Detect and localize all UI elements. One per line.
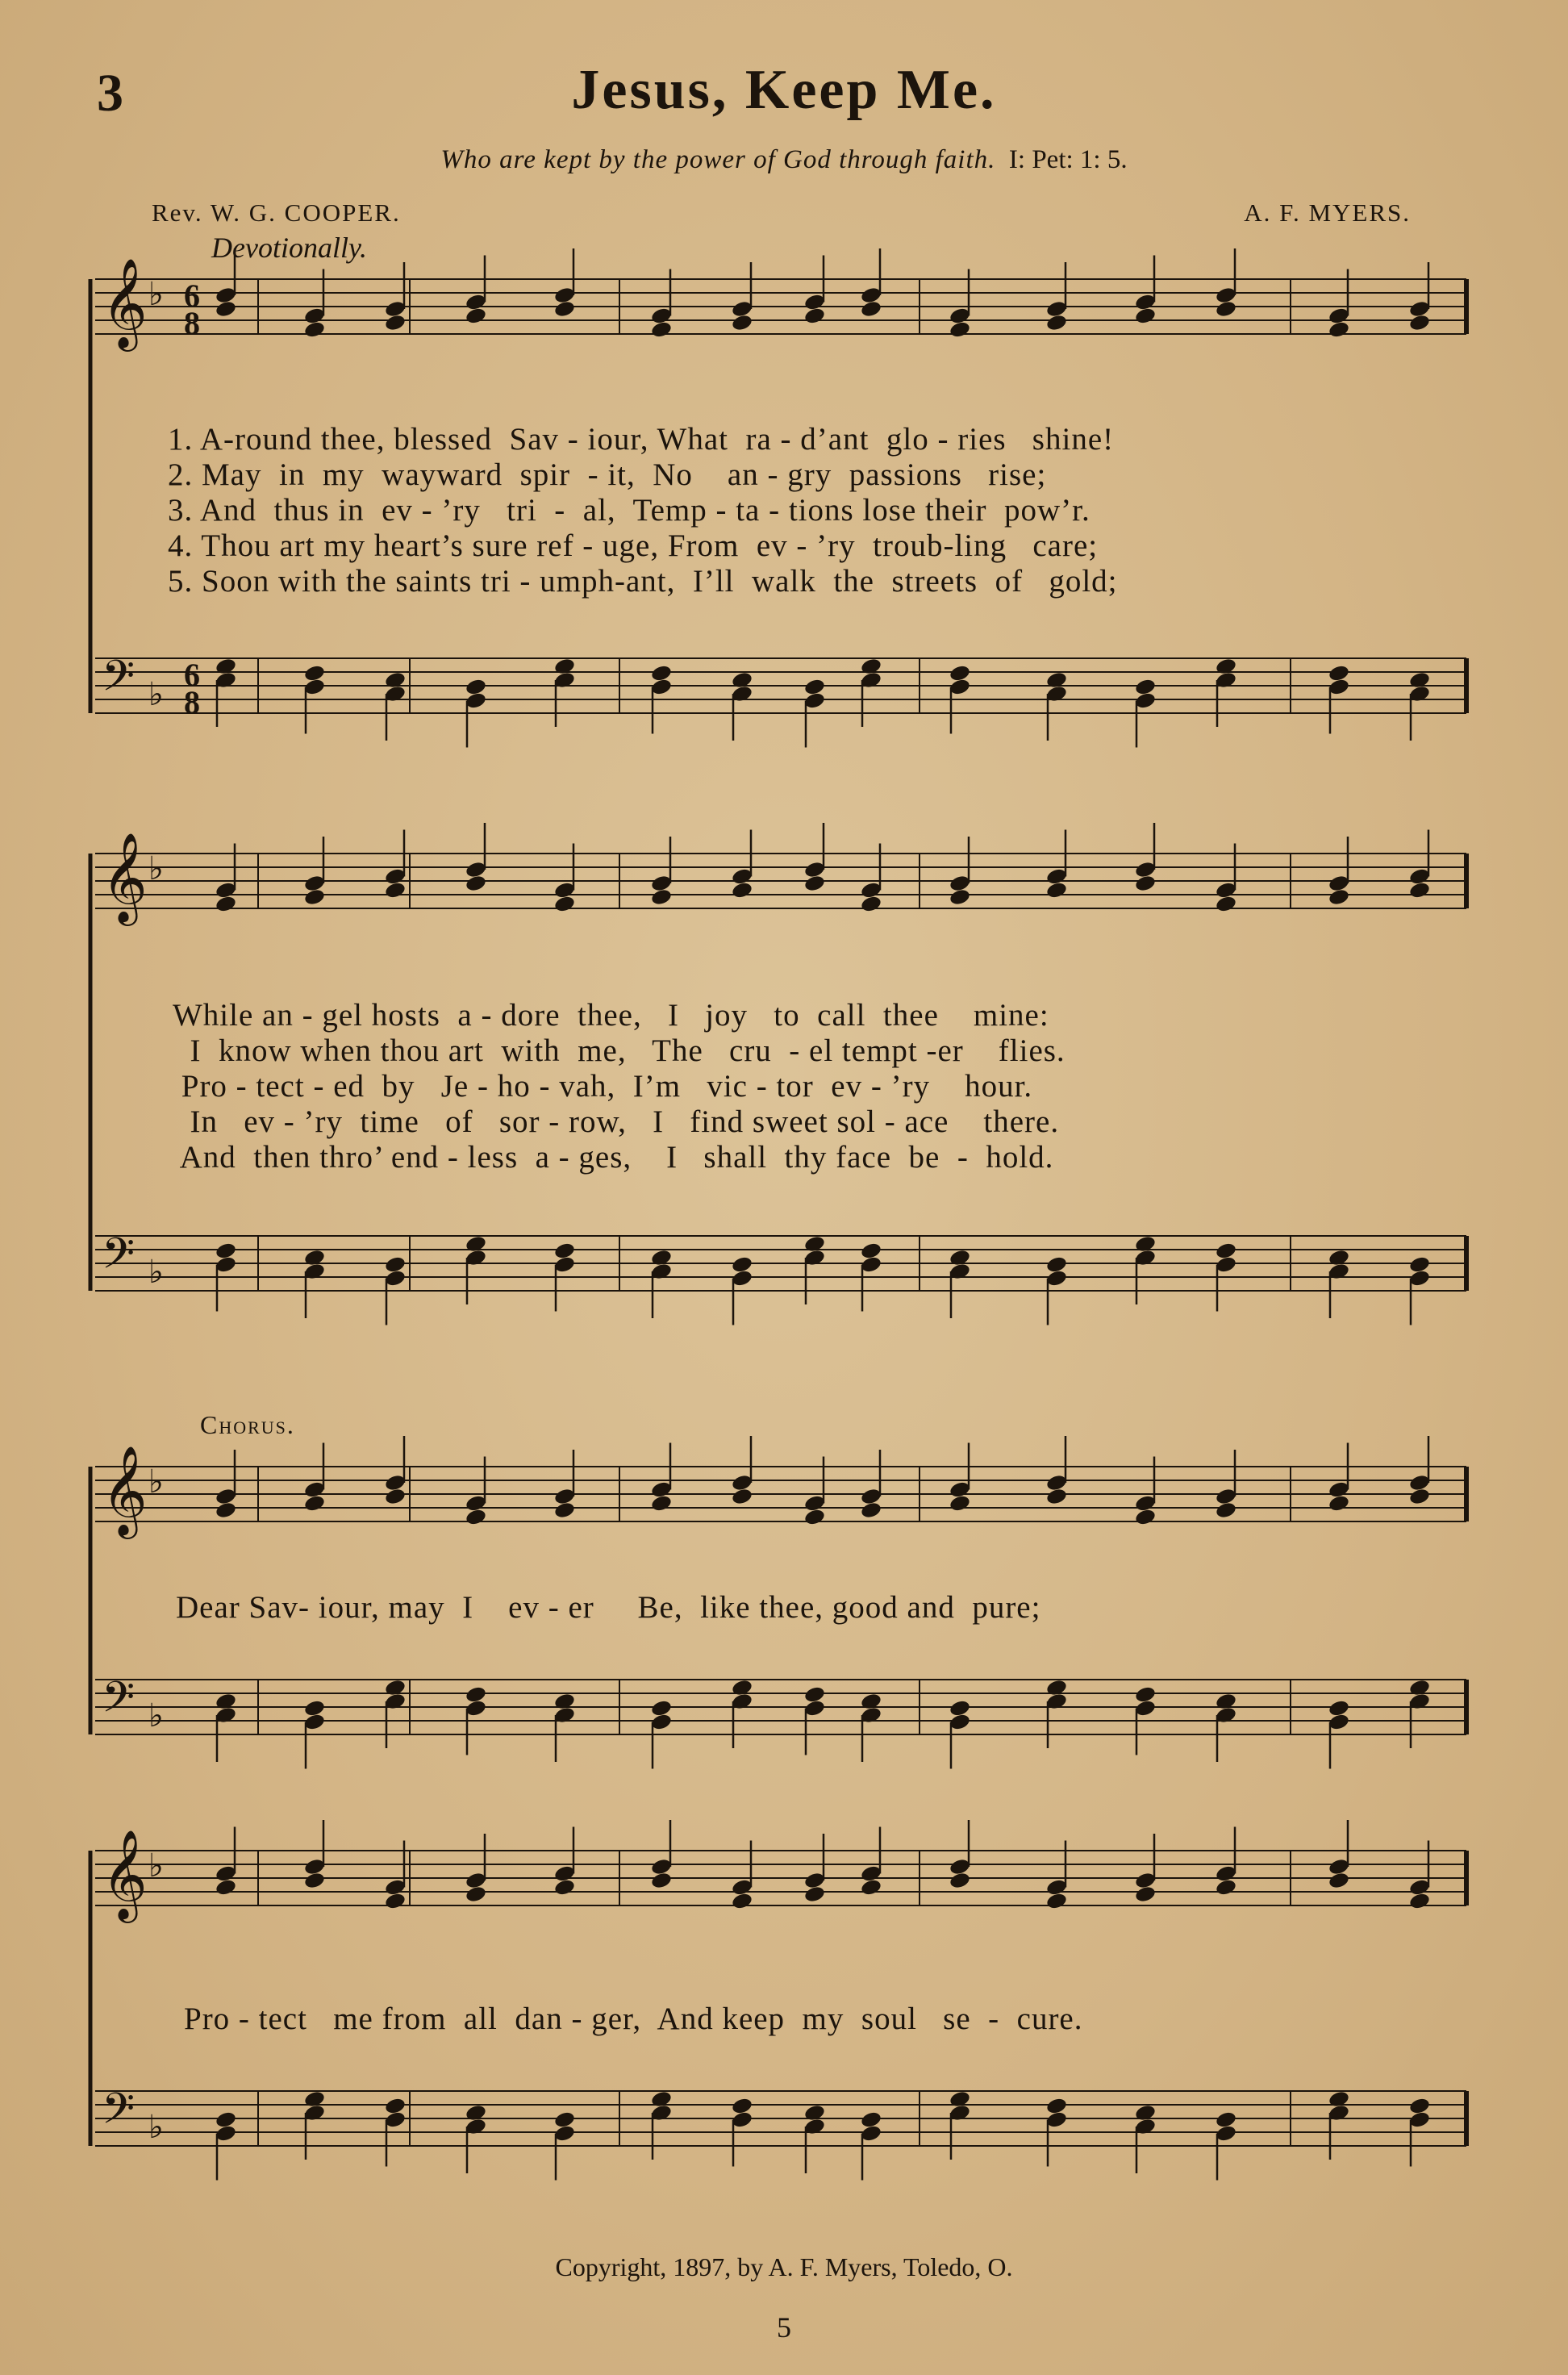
note-head — [1408, 1892, 1431, 1910]
note-head — [1045, 2097, 1068, 2115]
note-head — [553, 1242, 576, 1260]
note-head — [465, 1234, 487, 1253]
note-head — [650, 320, 673, 339]
note-head — [949, 2089, 971, 2108]
note-head — [1215, 1878, 1237, 1897]
verse-line-4b: In ev - ’ry time of sor - row, I find sweet sol - ace there. — [173, 1104, 1060, 1139]
note-head — [553, 1692, 576, 1710]
flat-icon: ♭ — [148, 1697, 164, 1734]
flat-icon: ♭ — [148, 1847, 164, 1885]
note-head — [384, 1892, 407, 1910]
verse-line-3b: Pro - tect - ed by Je - ho - vah, I’m vic - tor ev - ’ry hour. — [173, 1069, 1033, 1104]
verse-line-2a: 2. May in my wayward spir - it, No an - gry passions rise; — [168, 457, 1047, 492]
verse-line-5a: 5. Soon with the saints tri - umph-ant, I’ll walk the streets of gold; — [168, 564, 1118, 599]
note-head — [1134, 874, 1157, 892]
verse-line-2b: I know when thou art with me, The cru - el tempt -er flies. — [173, 1033, 1065, 1068]
note-head — [949, 887, 971, 906]
treble-clef-icon: 𝄞 — [102, 1829, 148, 1919]
note-head — [384, 1255, 407, 1274]
note-head — [650, 1699, 673, 1718]
note-head — [803, 874, 826, 892]
flat-icon: ♭ — [148, 1254, 164, 1291]
note-head — [731, 1892, 753, 1910]
note-head — [303, 1699, 326, 1718]
time-signature-numerator: 6 — [184, 657, 200, 693]
note-head — [650, 1248, 673, 1267]
note-head — [860, 1878, 882, 1897]
hymn-number: 3 — [97, 64, 123, 123]
note-head — [949, 1494, 971, 1513]
note-head — [860, 299, 882, 318]
note-head — [215, 2110, 237, 2129]
note-head — [650, 664, 673, 682]
note-head — [650, 887, 673, 906]
tempo-marking: Devotionally. — [211, 232, 367, 264]
note-head — [553, 299, 576, 318]
note-head — [215, 1692, 237, 1710]
note-head — [1045, 1255, 1068, 1274]
verse-line-3a: 3. And thus in ev - ’ry tri - al, Temp - ta - tions lose their pow’r. — [168, 493, 1091, 528]
note-head — [1328, 2089, 1350, 2108]
note-head — [303, 320, 326, 339]
note-head — [465, 1885, 487, 1903]
note-head — [1134, 1234, 1157, 1253]
note-head — [384, 670, 407, 689]
hymn-title: Jesus, Keep Me. — [571, 59, 997, 121]
time-signature-denominator: 8 — [184, 305, 200, 341]
note-head — [731, 670, 753, 689]
bass-clef-icon: 𝄢 — [102, 1673, 136, 1733]
note-head — [1134, 2103, 1157, 2122]
note-head — [860, 2110, 882, 2129]
note-head — [384, 1487, 407, 1505]
note-head — [1215, 895, 1237, 913]
note-head — [1328, 1871, 1350, 1889]
verse-line-1b: While an - gel hosts a - dore thee, I joy to call thee mine: — [173, 998, 1049, 1033]
note-head — [1328, 664, 1350, 682]
verse-line-1a: 1. A-round thee, blessed Sav - iour, What ra - d’ant glo - ries shine! — [168, 422, 1115, 457]
note-head — [860, 1242, 882, 1260]
note-head — [1408, 313, 1431, 332]
treble-clef-icon: 𝄞 — [102, 257, 148, 348]
note-head — [1215, 657, 1237, 675]
note-head — [303, 2089, 326, 2108]
note-head — [1215, 1501, 1237, 1519]
flat-icon: ♭ — [148, 850, 164, 887]
note-head — [860, 895, 882, 913]
note-head — [1045, 1487, 1068, 1505]
note-head — [1134, 1508, 1157, 1526]
note-head — [465, 874, 487, 892]
note-head — [1134, 307, 1157, 325]
note-head — [731, 881, 753, 899]
note-head — [949, 1871, 971, 1889]
note-head — [553, 2110, 576, 2129]
note-head — [215, 895, 237, 913]
flat-icon: ♭ — [148, 2109, 164, 2146]
epigraph-text: Who are kept by the power of God through faith. — [440, 145, 996, 174]
note-head — [384, 313, 407, 332]
flat-icon: ♭ — [148, 676, 164, 713]
note-head — [303, 1871, 326, 1889]
note-head — [1328, 1494, 1350, 1513]
composer-credit: A. F. MYERS. — [1244, 198, 1411, 227]
note-head — [303, 664, 326, 682]
time-signature-denominator: 8 — [184, 684, 200, 720]
note-head — [553, 895, 576, 913]
note-head — [1045, 1892, 1068, 1910]
note-head — [803, 1885, 826, 1903]
note-head — [731, 1255, 753, 1274]
bass-clef-icon: 𝄢 — [102, 1229, 136, 1289]
note-head — [215, 1878, 237, 1897]
note-head — [384, 1678, 407, 1697]
chorus-line-2: Pro - tect me from all dan - ger, And keep my soul se - cure. — [184, 2001, 1083, 2036]
note-head — [1215, 1692, 1237, 1710]
note-head — [1134, 678, 1157, 696]
author-credit: Rev. W. G. COOPER. — [152, 198, 401, 227]
treble-clef-icon: 𝄞 — [102, 832, 148, 922]
note-head — [303, 1494, 326, 1513]
note-head — [465, 1685, 487, 1704]
note-head — [1328, 887, 1350, 906]
treble-clef-icon: 𝄞 — [102, 1445, 148, 1535]
flat-icon: ♭ — [148, 1463, 164, 1501]
note-head — [803, 1508, 826, 1526]
note-head — [803, 2103, 826, 2122]
note-head — [303, 887, 326, 906]
note-head — [731, 1487, 753, 1505]
note-head — [303, 1248, 326, 1267]
note-head — [803, 678, 826, 696]
time-signature-numerator: 6 — [184, 278, 200, 314]
note-head — [553, 1501, 576, 1519]
note-head — [949, 664, 971, 682]
note-head — [1328, 1248, 1350, 1267]
note-head — [553, 1878, 576, 1897]
verse-line-5b: And then thro’ end - less a - ges, I shall thy face be - hold. — [173, 1140, 1054, 1175]
note-head — [731, 1678, 753, 1697]
note-head — [650, 2089, 673, 2108]
note-head — [215, 657, 237, 675]
bass-clef-icon: 𝄢 — [102, 2085, 136, 2144]
note-head — [803, 1234, 826, 1253]
note-head — [465, 1508, 487, 1526]
note-head — [1328, 320, 1350, 339]
note-head — [860, 657, 882, 675]
chorus-label: Chorus. — [200, 1410, 295, 1439]
note-head — [384, 881, 407, 899]
note-head — [1408, 670, 1431, 689]
note-head — [949, 1699, 971, 1718]
note-head — [731, 2097, 753, 2115]
note-head — [803, 1685, 826, 1704]
note-head — [1408, 1678, 1431, 1697]
chorus-line-1: Dear Sav- iour, may I ev - er Be, like thee, good and pure; — [176, 1590, 1041, 1625]
note-head — [215, 299, 237, 318]
flat-icon: ♭ — [148, 276, 164, 313]
note-head — [384, 2097, 407, 2115]
note-head — [215, 1242, 237, 1260]
note-head — [1408, 2097, 1431, 2115]
note-head — [1134, 1685, 1157, 1704]
note-head — [731, 313, 753, 332]
copyright-notice: Copyright, 1897, by A. F. Myers, Toledo, O. — [555, 2252, 1013, 2281]
note-head — [215, 1501, 237, 1519]
note-head — [1045, 670, 1068, 689]
note-head — [1134, 1885, 1157, 1903]
scripture-reference: I: Pet: 1: 5. — [1008, 145, 1128, 174]
page-number: 5 — [777, 2311, 791, 2344]
note-head — [1045, 313, 1068, 332]
note-head — [860, 1501, 882, 1519]
note-head — [1408, 881, 1431, 899]
note-head — [1328, 1699, 1350, 1718]
note-head — [650, 1494, 673, 1513]
note-head — [1215, 1242, 1237, 1260]
note-head — [465, 678, 487, 696]
note-head — [553, 657, 576, 675]
note-head — [1215, 2110, 1237, 2129]
note-head — [1215, 299, 1237, 318]
note-head — [949, 1248, 971, 1267]
verse-line-4a: 4. Thou art my heart’s sure ref - uge, From ev - ’ry troub-ling care; — [168, 528, 1099, 563]
note-head — [1045, 881, 1068, 899]
note-head — [860, 1692, 882, 1710]
note-head — [465, 2103, 487, 2122]
bass-clef-icon: 𝄢 — [102, 652, 136, 712]
note-head — [650, 1871, 673, 1889]
note-head — [1408, 1255, 1431, 1274]
note-head — [1045, 1678, 1068, 1697]
note-head — [803, 307, 826, 325]
note-head — [1408, 1487, 1431, 1505]
note-head — [949, 320, 971, 339]
note-head — [465, 307, 487, 325]
